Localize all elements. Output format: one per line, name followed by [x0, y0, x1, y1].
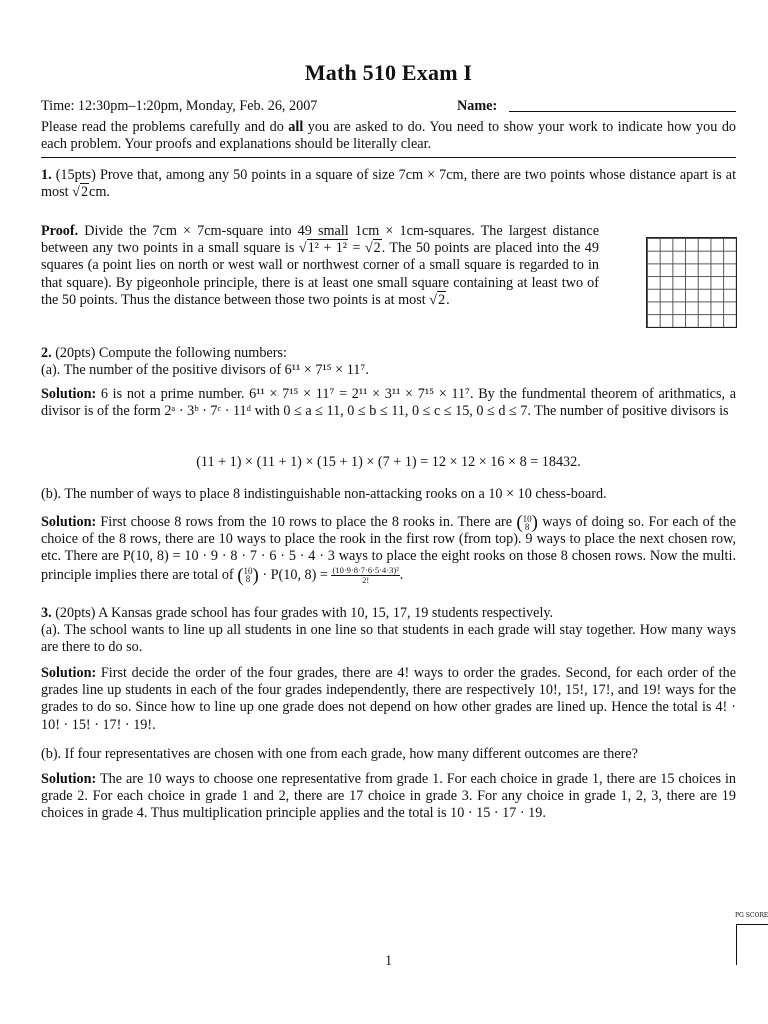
- proof-1: Proof. Divide the 7cm × 7cm-square into 49 small 1cm × 1cm-squares. The largest distance between any two points in a small square is √1² + 1² = √2. The 50 points are placed into the 49 squares (a point lies on north or west wall or northwest corner of a small square is regarded to in that square). By pigeonhole principle, there is at least one small square containing at least two of the 50 points. Thus the distance between those two points is at most √2.: [41, 223, 599, 308]
- problem-2: 2. (20pts) Compute the following numbers: (a). The number of the positive divisors of 6¹¹ × 7¹⁵ × 11⁷.: [41, 345, 369, 379]
- problem-3b: (b). If four representatives are chosen with one from each grade, how many different outcomes are there?: [41, 746, 638, 762]
- binomial-10-8: 10 8: [243, 566, 253, 585]
- score-box: [736, 924, 768, 965]
- header-divider: [41, 157, 736, 158]
- instructions: Please read the problems carefully and do all you are asked to do. You need to show your work to indicate how you do each problem. Your proofs and explanations should be literally clear.: [41, 119, 737, 153]
- solution-3a: Solution: First decide the order of the four grades, there are 4! ways to order the grades. Second, for each order of the grades line up students in each of the four grades independently, there are respectively 10!, 15!, 17!, and 19! ways for the grades to do so. Since how to line up one grade does not depend on how other grades are lined up. Hence the total is 4! · 10! · 15! · 17! · 19!.: [41, 665, 736, 733]
- solution-2b: Solution: First choose 8 rows from the 10 rows to place the 8 rooks in. There are ( 10 8 ) ways of doing so. For each of the choice of the 8 rows, there are 10 ways to place the rook in the first row (from top). 9 ways to place the next chosen row, etc. There are P(10, 8) = 10 · 9 · 8 · 7 · 6 · 5 · 4 · 3 ways to place the eight rooks on those 8 chosen rows. Now the multi. principle implies there are total of ( 10 8 ) · P(10, 8) = $\frac{\text{(10·9·8·7·6·5·4·3)²}}{2!}$ .: [41, 512, 737, 586]
- problem-2b: (b). The number of ways to place 8 indistinguishable non-attacking rooks on a 10 × 10 chess-board.: [41, 486, 607, 502]
- problem-3: 3. (20pts) A Kansas grade school has four grades with 10, 15, 17, 19 students respectively. (a). The school wants to line up all students in one line so that students in each grade will stay together. How many ways are there to do so.: [41, 605, 736, 656]
- score-label: PG SCORE: [735, 912, 768, 919]
- name-blank-line: [509, 111, 736, 112]
- solution-3b: Solution: The are 10 ways to choose one representative from grade 1. For each choice in grade 1, there are 15 choices in grade 2. For each choice in grade 1 and 2, there are 17 choice in grade 3. For any choice in grade 1, 2, 3, there are 19 choices in grade 4. Thus multiplication principle applies and the total is 10 · 15 · 17 · 19.: [41, 771, 736, 822]
- exam-page: [41, 0, 736, 1024]
- page-number: 1: [384, 953, 393, 969]
- seven-by-seven-grid-figure: [646, 237, 737, 328]
- fraction: $\frac{\text{(10·9·8·7·6·5·4·3)²}}{2!}$: [332, 564, 399, 585]
- problem-1: 1. (15pts) Prove that, among any 50 points in a square of size 7cm × 7cm, there are two points whose distance apart is at most √2cm.: [41, 167, 737, 201]
- divisor-count-equation: (11 + 1) × (11 + 1) × (15 + 1) × (7 + 1) = 12 × 12 × 16 × 8 = 18432.: [196, 454, 581, 470]
- exam-title: Math 510 Exam I: [304, 60, 473, 85]
- time-line: Time: 12:30pm–1:20pm, Monday, Feb. 26, 2007: [41, 98, 318, 114]
- binomial-10-8: 10 8: [522, 513, 532, 532]
- solution-2a: Solution: 6 is not a prime number. 6¹¹ × 7¹⁵ × 11⁷ = 2¹¹ × 3¹¹ × 7¹⁵ × 11⁷. By the fundmental theorem of arithmatics, a divisor is of the form 2ᵃ · 3ᵇ · 7ᶜ · 11ᵈ with 0 ≤ a ≤ 11, 0 ≤ b ≤ 11, 0 ≤ c ≤ 15, 0 ≤ d ≤ 7. The number of positive divisors is: [41, 386, 737, 420]
- name-label: Name:: [457, 98, 498, 114]
